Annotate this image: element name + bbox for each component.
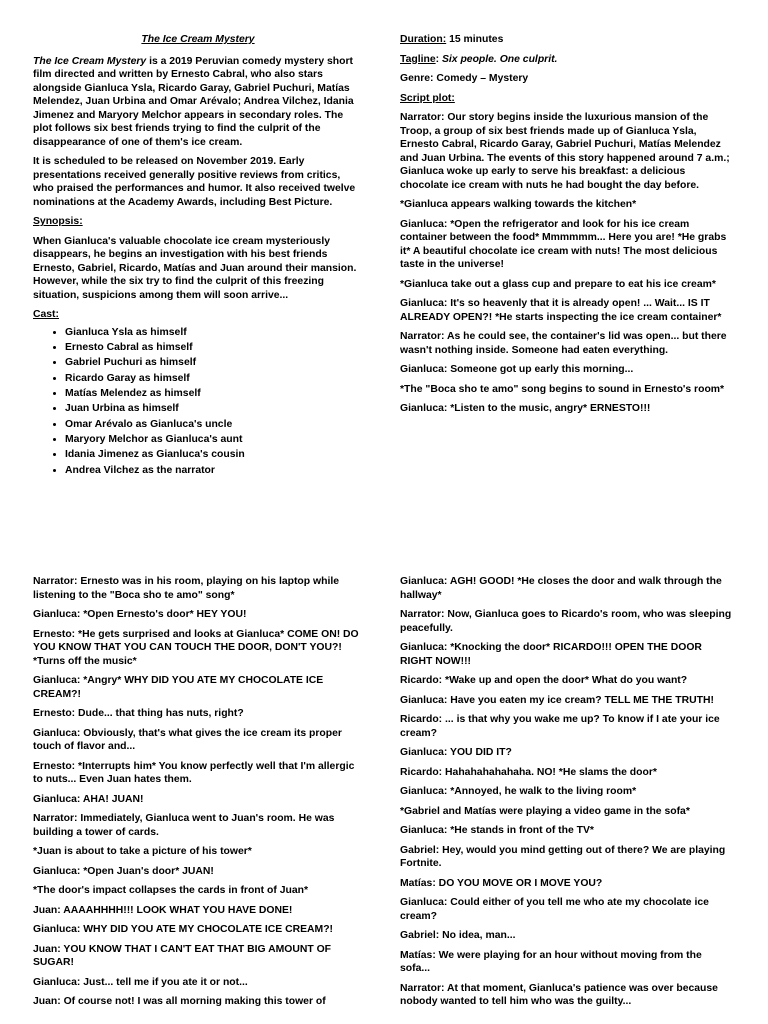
- cast-item: • Matías Melendez as himself: [65, 387, 363, 401]
- script-line: *The door's impact collapses the cards in front of Juan*: [33, 885, 308, 897]
- script-line: Ernesto: Dude... that thing has nuts, right?: [33, 708, 244, 720]
- script-line: *The "Boca sho te amo" song begins to sound in Ernesto's room*: [400, 383, 725, 395]
- script-line: Narrator: Now, Gianluca goes to Ricardo's room, who was sleeping peacefully.: [400, 609, 732, 634]
- script-line: Narrator: Immediately, Gianluca went to Juan's room. He was building a tower of cards.: [33, 813, 335, 838]
- cast-item: • Ernesto Cabral as himself: [65, 341, 363, 355]
- cast-item: • Andrea Vilchez as the narrator: [65, 464, 363, 478]
- script-line: Ricardo: *Wake up and open the door* What do you want?: [400, 675, 688, 687]
- script-heading: Script plot:: [400, 92, 455, 104]
- page-2: [0, 560, 768, 1024]
- cast-item: • Gianluca Ysla as himself: [65, 326, 363, 340]
- script-line: Gianluca: YOU DID IT?: [400, 747, 512, 759]
- script-line: Gabriel: No idea, man...: [400, 930, 516, 942]
- synopsis-heading: Synopsis:: [33, 216, 83, 228]
- script-line: *Gianluca appears walking towards the kitchen*: [400, 199, 637, 211]
- script-line: Gianluca: AGH! GOOD! *He closes the door and walk through the hallway*: [400, 576, 722, 601]
- script-line: Gianluca: *Angry* WHY DID YOU ATE MY CHOCOLATE ICE CREAM?!: [33, 675, 324, 700]
- script-line: Gianluca: *Listen to the music, angry* ERNESTO!!!: [400, 403, 651, 415]
- script-line: Ricardo: ... is that why you wake me up? To know if I ate your ice cream?: [400, 714, 720, 739]
- cast-item: • Ricardo Garay as himself: [65, 372, 363, 386]
- script-line: *Gianluca take out a glass cup and prepare to eat his ice cream*: [400, 278, 716, 290]
- script-line: Matías: We were playing for an hour without moving from the sofa...: [400, 949, 702, 975]
- cast-heading: Cast:: [33, 309, 59, 321]
- script-line: Gianluca: Could either of you tell me who ate my chocolate ice cream?: [400, 897, 709, 922]
- page-1-left-column: [33, 33, 363, 479]
- script-line: Ernesto: *He gets surprised and looks at Gianluca* COME ON! DO YOU KNOW THAT YOU CAN TOUCH THE DOOR, DON'T YOU?! *Turns off the music*: [33, 628, 359, 667]
- cast-item: • Omar Arévalo as Gianluca's uncle: [65, 418, 363, 432]
- script-line: Matías: DO YOU MOVE OR I MOVE YOU?: [400, 877, 603, 889]
- cast-item: • Gabriel Puchuri as himself: [65, 356, 363, 370]
- page-2-left-column: [33, 575, 363, 1015]
- duration-value: 15 minutes: [446, 34, 504, 45]
- script-line: Gianluca: *Open Ernesto's door* HEY YOU!: [33, 609, 247, 621]
- intro-film-title: The Ice Cream Mystery: [33, 55, 147, 67]
- cast-item: • Juan Urbina as himself: [65, 402, 363, 416]
- document-title: The Ice Cream Mystery: [141, 34, 255, 45]
- script-line: Gianluca: *Open Juan's door* JUAN!: [33, 865, 214, 877]
- script-line: Juan: Of course not! I was all morning making this tower of: [33, 996, 326, 1008]
- tagline-label: Tagline: [400, 53, 436, 65]
- script-line: Narrator: As he could see, the container's lid was open... but there wasn't nothing inside. Someone had eaten everything.: [400, 331, 727, 356]
- tagline-value: Six people. One culprit.: [441, 53, 558, 65]
- script-line: Gianluca: *Knocking the door* RICARDO!!! OPEN THE DOOR RIGHT NOW!!!: [400, 642, 702, 667]
- intro-paragraph: [33, 55, 363, 150]
- script-line: Gianluca: WHY DID YOU ATE MY CHOCOLATE ICE CREAM?!: [33, 924, 333, 936]
- script-line: Narrator: Our story begins inside the luxurious mansion of the Troop, a group of six best friends made up of Gianluca Ysla, Ernesto Cabral, Ricardo Garay, Gabriel Puchuri, Matías Melendez and Juan Urbina. The events of this story happened around 7 a.m.; Gianluca woke up early to serve his breakfast: a delicious chocolate ice cream with nuts he had bought the day before.: [400, 112, 730, 191]
- tagline-colon: :: [435, 53, 442, 65]
- script-line: Gianluca: It's so heavenly that it is already open! ... Wait... IS IT ALREADY OPEN?! *He starts inspecting the ice cream container*: [400, 298, 722, 323]
- page-2-right-column: [400, 575, 732, 1015]
- script-line: Gianluca: *He stands in front of the TV*: [400, 825, 594, 837]
- tagline-line: [400, 53, 732, 67]
- script-line: *Gabriel and Matías were playing a video game in the sofa*: [400, 805, 690, 817]
- script-line: Narrator: At that moment, Gianluca's patience was over because nobody wanted to tell him who was the guilty...: [400, 982, 718, 1008]
- script-line: Gianluca: *Annoyed, he walk to the living room*: [400, 786, 637, 798]
- genre-line: Genre: Comedy – Mystery: [400, 73, 529, 85]
- script-line: Gianluca: AHA! JUAN!: [33, 793, 144, 805]
- script-line: Ernesto: *Interrupts him* You know perfectly well that I'm allergic to nuts... Even Juan hates them.: [33, 760, 355, 786]
- script-line: *Juan is about to take a picture of his tower*: [33, 846, 252, 858]
- duration-label: Duration:: [400, 34, 447, 45]
- synopsis-paragraph: When Gianluca's valuable chocolate ice cream mysteriously disappears, he begins an investigation with his best friends Ernesto, Gabriel, Ricardo, Matías and Juan around their mansion. However, while the six try to find the culprit of this freezing situation, suspicions among them will soon arrive...: [33, 235, 357, 301]
- release-paragraph: It is scheduled to be released on November 2019. Early presentations received generally positive reviews from critics, who praised the performances and humor. It also received twelve nominations at the Academy Awards, including Best Picture.: [33, 156, 356, 208]
- script-line: Juan: AAAAHHHH!!! LOOK WHAT YOU HAVE DONE!: [33, 904, 293, 916]
- script-line: Gianluca: *Open the refrigerator and look for his ice cream container between the food* Mmmmmm... Here you are! *He grabs it* A beautiful chocolate ice cream with nuts! The most delicious taste in the universe!: [400, 218, 727, 271]
- duration-line: [400, 33, 732, 47]
- script-line: Ricardo: Hahahahahahaha. NO! *He slams the door*: [400, 766, 657, 778]
- script-line: Juan: YOU KNOW THAT I CAN'T EAT THAT BIG AMOUNT OF SUGAR!: [33, 943, 332, 969]
- cast-list: [33, 326, 363, 477]
- cast-item: • Idania Jimenez as Gianluca's cousin: [65, 448, 363, 462]
- script-line: Gianluca: Have you eaten my ice cream? TELL ME THE TRUTH!: [400, 694, 714, 706]
- script-line: Gianluca: Just... tell me if you ate it or not...: [33, 976, 248, 988]
- script-line: Gabriel: Hey, would you mind getting out of there? We are playing Fortnite.: [400, 844, 726, 870]
- script-line: Gianluca: Someone got up early this morning...: [400, 364, 634, 376]
- page-1-right-column: [400, 33, 732, 422]
- script-line: Gianluca: Obviously, that's what gives the ice cream its proper touch of flavor and...: [33, 727, 342, 753]
- intro-text: is a 2019 Peruvian comedy mystery short film directed and written by Ernesto Cabral, who also stars alongside Gianluca Ysla, Ricardo Garay, Gabriel Puchuri, Matías Melendez, Juan Urbina and Omar Arévalo; Andrea Vilchez, Idania Jimenez and Maryory Melchor appears in secondary roles. The plot follows six best friends trying to find the culprit of the disappearance of one of them's ice cream.: [33, 55, 354, 148]
- cast-item: • Maryory Melchor as Gianluca's aunt: [65, 433, 363, 447]
- script-line: Narrator: Ernesto was in his room, playing on his laptop while listening to the "Boca sho te amo" song*: [33, 576, 339, 601]
